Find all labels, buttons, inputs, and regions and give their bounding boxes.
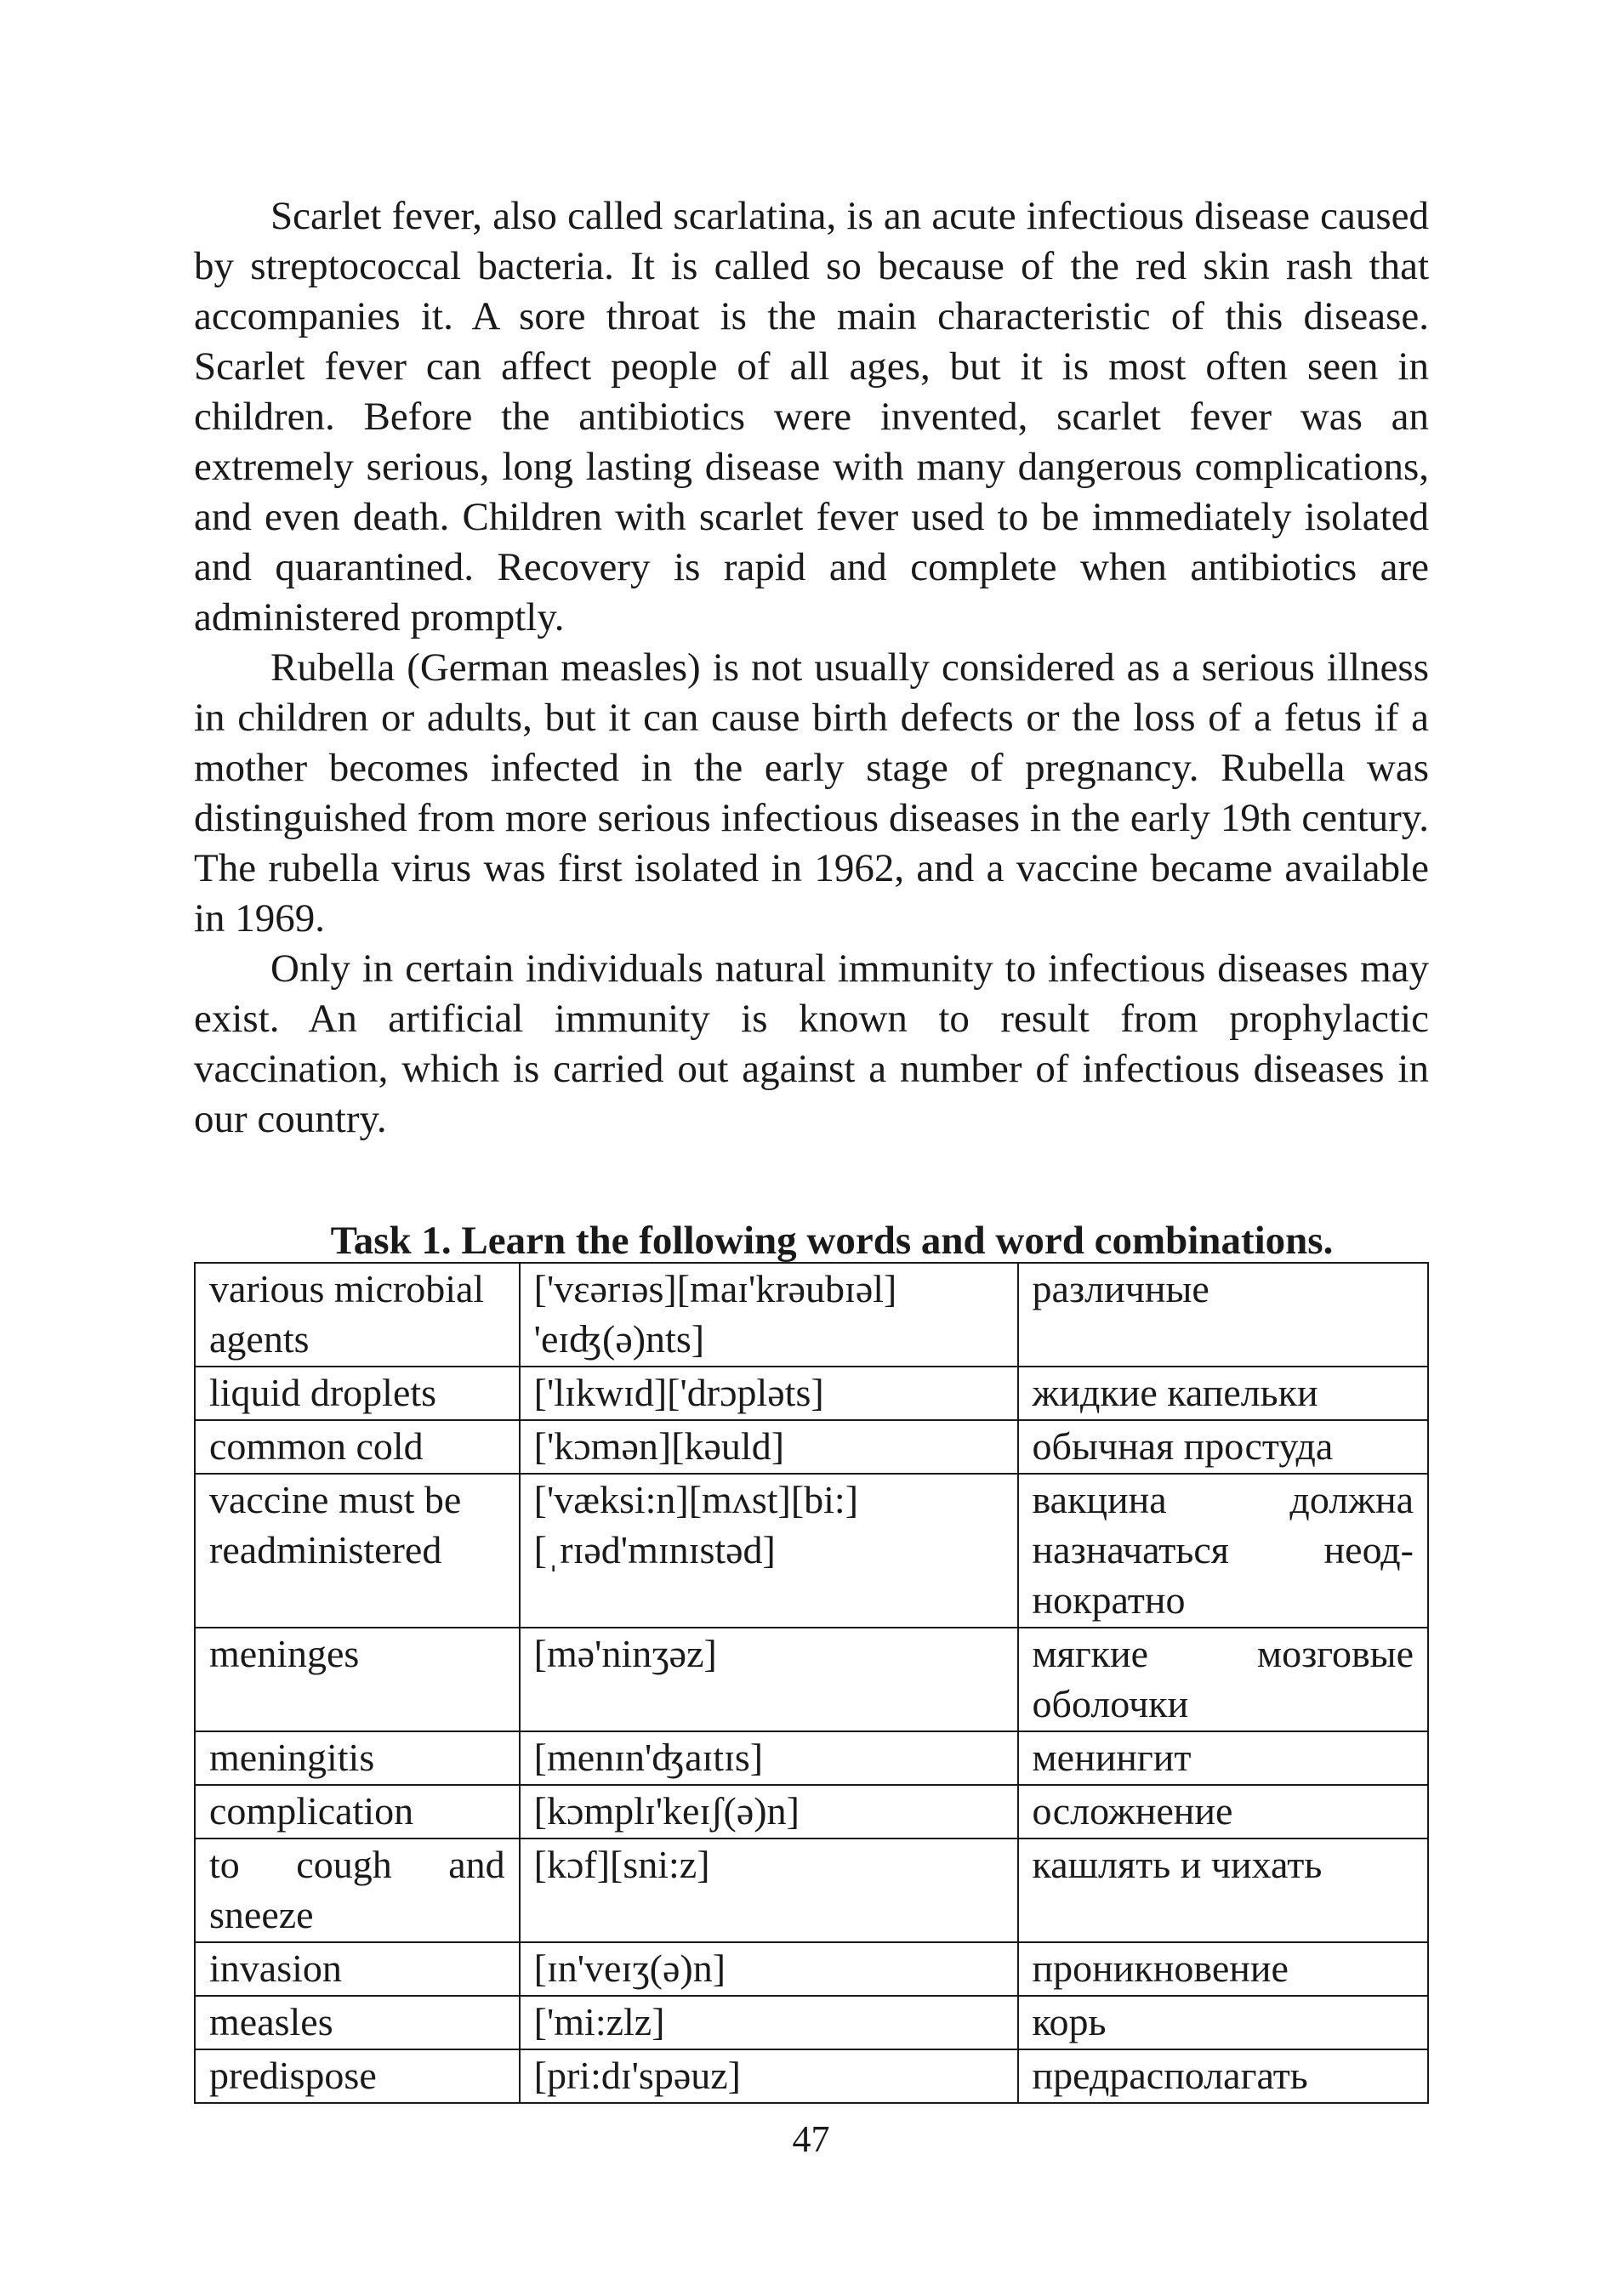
translation-cell: вакцина должна назначаться неод-нократно [1018,1474,1428,1628]
paragraph-rubella: Rubella (German measles) is not usually considered as a serious illness in children or adults, but it can cause birth defects or the loss of a fetus if a mother becomes infected in the early stage of pregnancy. Rubella was distinguished from more serious infectious diseases in the early 19th century. The rubella virus was first isolated in 1962, and a vaccine became available in 1969. [194,645,1429,941]
term-cell: measles [195,1996,520,2049]
table-row [195,1731,1428,1785]
transcription-cell: ['lɪkwɪd]['drɔpləts] [520,1367,1018,1420]
translation-cell: мягкие мозговые оболочки [1018,1628,1428,1731]
table-row [195,1942,1428,1996]
table-row [195,1420,1428,1474]
transcription-cell: [kɔf][sni:z] [520,1839,1018,1942]
paragraph-scarlet-fever: Scarlet fever, also called scarlatina, is an acute infectious disease caused by streptococcal bacteria. It is called so because of the red skin rash that accompanies it. A sore throat is the main characteristic of this disease. Scarlet fever can affect people of all ages, but it is most often seen in children. Before the antibiotics were invented, scarlet fever was an extremely serious, long lasting disease with many dangerous complications, and even death. Children with scarlet fever used to be immediately isolated and quarantined. Recovery is rapid and complete when antibiotics are administered promptly. [194,194,1429,639]
transcription-cell: [kɔmplɪ'keɪʃ(ə)n] [520,1785,1018,1839]
table-row [195,1785,1428,1839]
term-cell: meninges [195,1628,520,1731]
page-number: 47 [792,2118,830,2160]
term-cell: various microbial agents [195,1263,520,1367]
term-cell: invasion [195,1942,520,1996]
transcription-cell: ['vɛərɪəs][maɪ'krəubɪəl] 'eɪʤ(ə)nts] [520,1263,1018,1367]
term-cell: common cold [195,1420,520,1474]
transcription-cell: [mə'ninʒəz] [520,1628,1018,1731]
table-row [195,1839,1428,1942]
table-row [195,1474,1428,1628]
table-row [195,1367,1428,1420]
translation-cell: различные [1018,1263,1428,1367]
transcription-cell: [ɪn'veɪʒ(ə)n] [520,1942,1018,1996]
term-cell: to cough and sneeze [195,1839,520,1942]
term-cell: complication [195,1785,520,1839]
transcription-cell: ['kɔmən][kəuld] [520,1420,1018,1474]
translation-cell: менингит [1018,1731,1428,1785]
translation-cell: жидкие капельки [1018,1367,1428,1420]
term-cell: vaccine must be readministered [195,1474,520,1628]
table-row [195,1628,1428,1731]
task-title: Task 1. Learn the following words and word combinations. [330,1219,1334,1263]
translation-cell: корь [1018,1996,1428,2049]
translation-cell: обычная простуда [1018,1420,1428,1474]
translation-cell: осложнение [1018,1785,1428,1839]
table-row [195,2049,1428,2103]
table-row [195,1996,1428,2049]
paragraph-immunity: Only in certain individuals natural immunity to infectious diseases may exist. An artificial immunity is known to result from prophylactic vaccination, which is carried out against a number of infectious diseases in our country. [194,946,1429,1141]
transcription-cell: [pri:dɪ'spəuz] [520,2049,1018,2103]
term-cell: meningitis [195,1731,520,1785]
transcription-cell: ['mi:zlz] [520,1996,1018,2049]
translation-cell: проникновение [1018,1942,1428,1996]
page-content [194,191,1429,2104]
table-row [195,1263,1428,1367]
translation-cell: кашлять и чихать [1018,1839,1428,1942]
translation-cell: предрасполагать [1018,2049,1428,2103]
vocabulary-table [194,1262,1429,2104]
transcription-cell: [menɪn'ʤaɪtɪs] [520,1731,1018,1785]
term-cell: liquid droplets [195,1367,520,1420]
transcription-cell: ['væksi:n][mʌst][bi:] [ˌrɪəd'mɪnɪstəd] [520,1474,1018,1628]
term-cell: predispose [195,2049,520,2103]
